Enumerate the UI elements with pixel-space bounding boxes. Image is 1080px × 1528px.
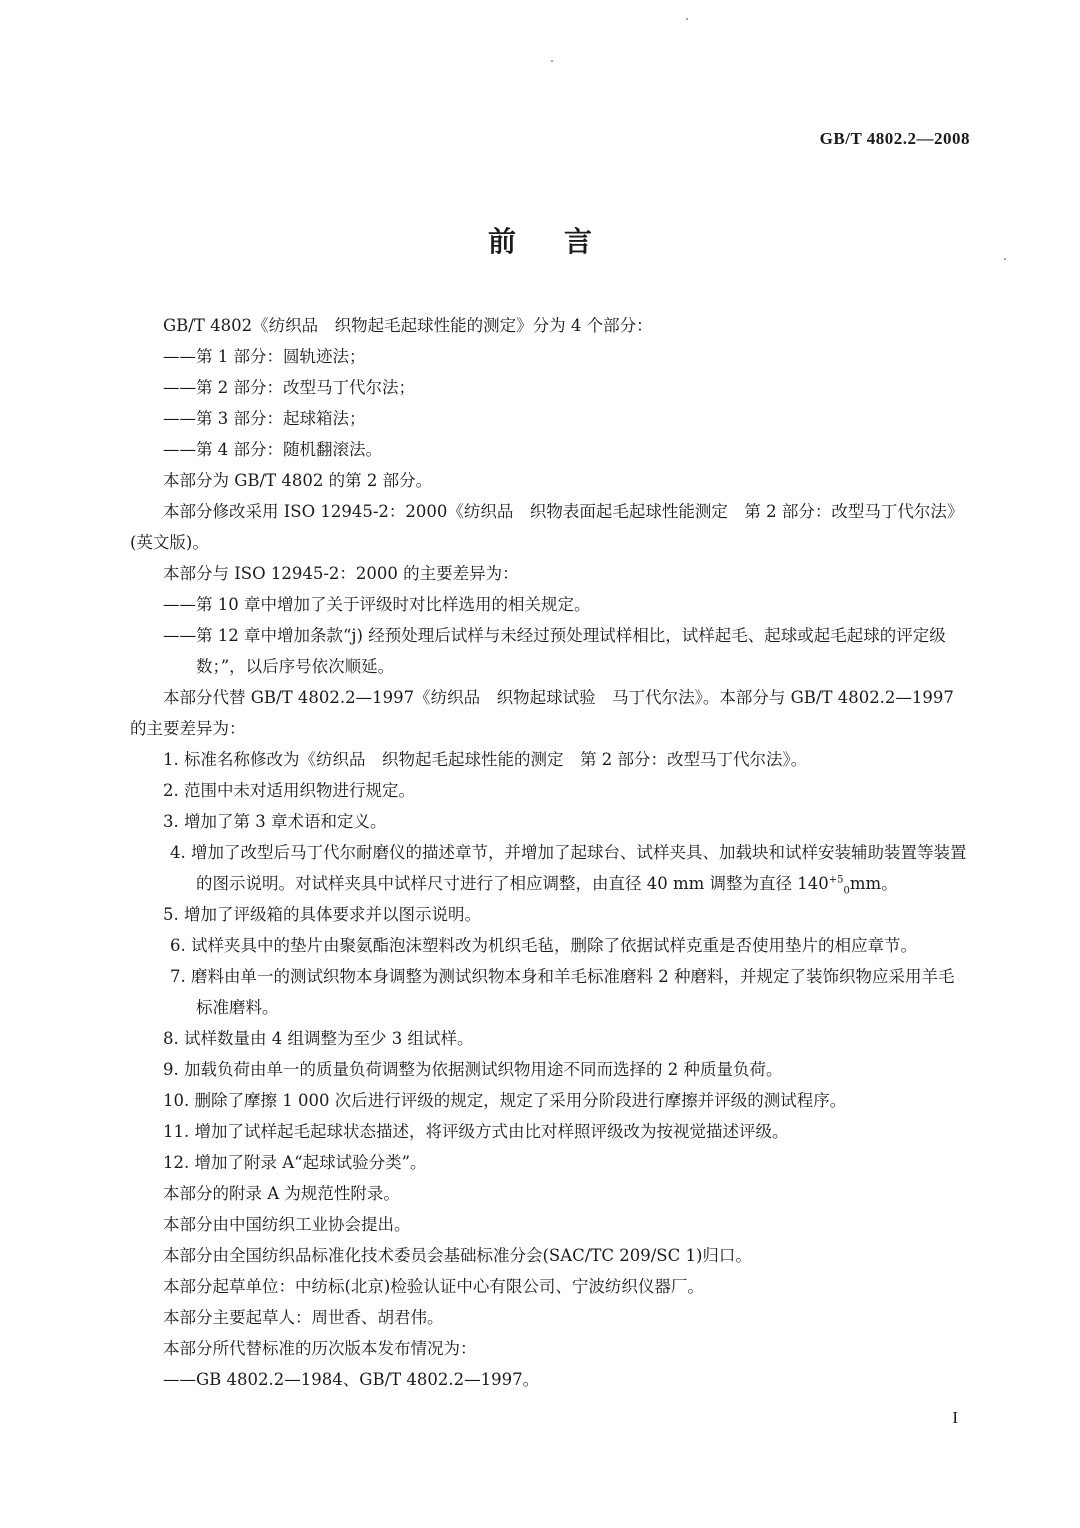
numbered-item: 12. 增加了附录 A“起球试验分类”。 xyxy=(163,1153,427,1172)
paragraph: 本部分由中国纺织工业协会提出。 xyxy=(163,1215,411,1234)
numbered-item: 9. 加载负荷由单一的质量负荷调整为依据测试织物用途不同而选择的 2 种质量负荷。 xyxy=(163,1060,783,1079)
paragraph: 本部分与 ISO 12945-2：2000 的主要差异为： xyxy=(163,564,519,583)
numbered-item: 1. 标准名称修改为《纺织品 织物起毛起球性能的测定 第 2 部分：改型马丁代尔法》。 xyxy=(163,750,808,769)
paragraph: 本部分起草单位：中纺标(北京)检验认证中心有限公司、宁波纺织仪器厂。 xyxy=(163,1277,704,1296)
list-item: ——第 1 部分：圆轨迹法； xyxy=(163,347,366,366)
numbered-item xyxy=(130,837,970,899)
numbered-item: 7. 磨料由单一的测试织物本身调整为测试织物本身和羊毛标准磨料 2 种磨料，并规定了装饰织物应采用羊毛标准磨料。 xyxy=(170,967,955,1017)
numbered-item: 6. 试样夹具中的垫片由聚氨酯泡沫塑料改为机织毛毡，删除了依据试样克重是否使用垫片的相应章节。 xyxy=(170,936,917,955)
paragraph: 本部分所代替标准的历次版本发布情况为： xyxy=(163,1339,477,1358)
tolerance-value: $140^{+5}_0mm$。 xyxy=(797,874,898,897)
paragraph: 本部分代替 GB/T 4802.2—1997《纺织品 织物起球试验 马丁代尔法》。本部分与 GB/T 4802.2—1997 的主要差异为： xyxy=(130,688,954,738)
list-item: ——第 4 部分：随机翻滚法。 xyxy=(163,440,382,459)
paragraph: GB/T 4802《纺织品 织物起毛起球性能的测定》分为 4 个部分： xyxy=(163,316,653,335)
page-title: 前言 xyxy=(487,225,640,258)
tolerance-upper: +5 xyxy=(828,874,844,886)
paragraph: 本部分修改采用 ISO 12945-2：2000《纺织品 织物表面起毛起球性能测定 第 2 部分：改型马丁代尔法》(英文版)。 xyxy=(130,502,964,552)
scan-speck xyxy=(551,60,553,62)
list-item: ——第 3 部分：起球箱法； xyxy=(163,409,366,428)
paragraph: 本部分由全国纺织品标准化技术委员会基础标准分会(SAC/TC 209/SC 1)归口。 xyxy=(163,1246,752,1265)
list-item: ——第 10 章中增加了关于评级时对比样选用的相关规定。 xyxy=(163,595,591,614)
numbered-item-text: 4. 增加了改型后马丁代尔耐磨仪的描述章节，并增加了起球台、试样夹具、加载块和试样安装辅助装置等装置的图示说明。对试样夹具中试样尺寸进行了相应调整，由直径 40 mm 调整为直径 xyxy=(170,843,967,893)
tolerance-lower: 0 xyxy=(843,885,850,897)
list-item: ——第 12 章中增加条款“j) 经预处理后试样与未经过预处理试样相比，试样起毛、起球或起毛起球的评定级数；”，以后序号依次顺延。 xyxy=(163,626,946,676)
page-number: I xyxy=(952,1408,958,1427)
list-item: ——第 2 部分：改型马丁代尔法； xyxy=(163,378,415,397)
document-body xyxy=(130,310,970,1395)
numbered-item: 11. 增加了试样起毛起球状态描述，将评级方式由比对样照评级改为按视觉描述评级。 xyxy=(163,1122,789,1141)
paragraph: 本部分主要起草人：周世香、胡君伟。 xyxy=(163,1308,444,1327)
numbered-item: 2. 范围中未对适用织物进行规定。 xyxy=(163,781,415,800)
list-item: ——GB 4802.2—1984、GB/T 4802.2—1997。 xyxy=(163,1370,540,1389)
numbered-item: 5. 增加了评级箱的具体要求并以图示说明。 xyxy=(163,905,481,924)
standard-number: GB/T 4802.2—2008 xyxy=(819,129,970,148)
numbered-item: 3. 增加了第 3 章术语和定义。 xyxy=(163,812,387,831)
numbered-item: 10. 删除了摩擦 1 000 次后进行评级的规定，规定了采用分阶段进行摩擦并评级的测试程序。 xyxy=(163,1091,847,1110)
paragraph: 本部分为 GB/T 4802 的第 2 部分。 xyxy=(163,471,433,490)
numbered-item: 8. 试样数量由 4 组调整为至少 3 组试样。 xyxy=(163,1029,474,1048)
paragraph: 本部分的附录 A 为规范性附录。 xyxy=(163,1184,400,1203)
scan-speck xyxy=(686,18,688,20)
